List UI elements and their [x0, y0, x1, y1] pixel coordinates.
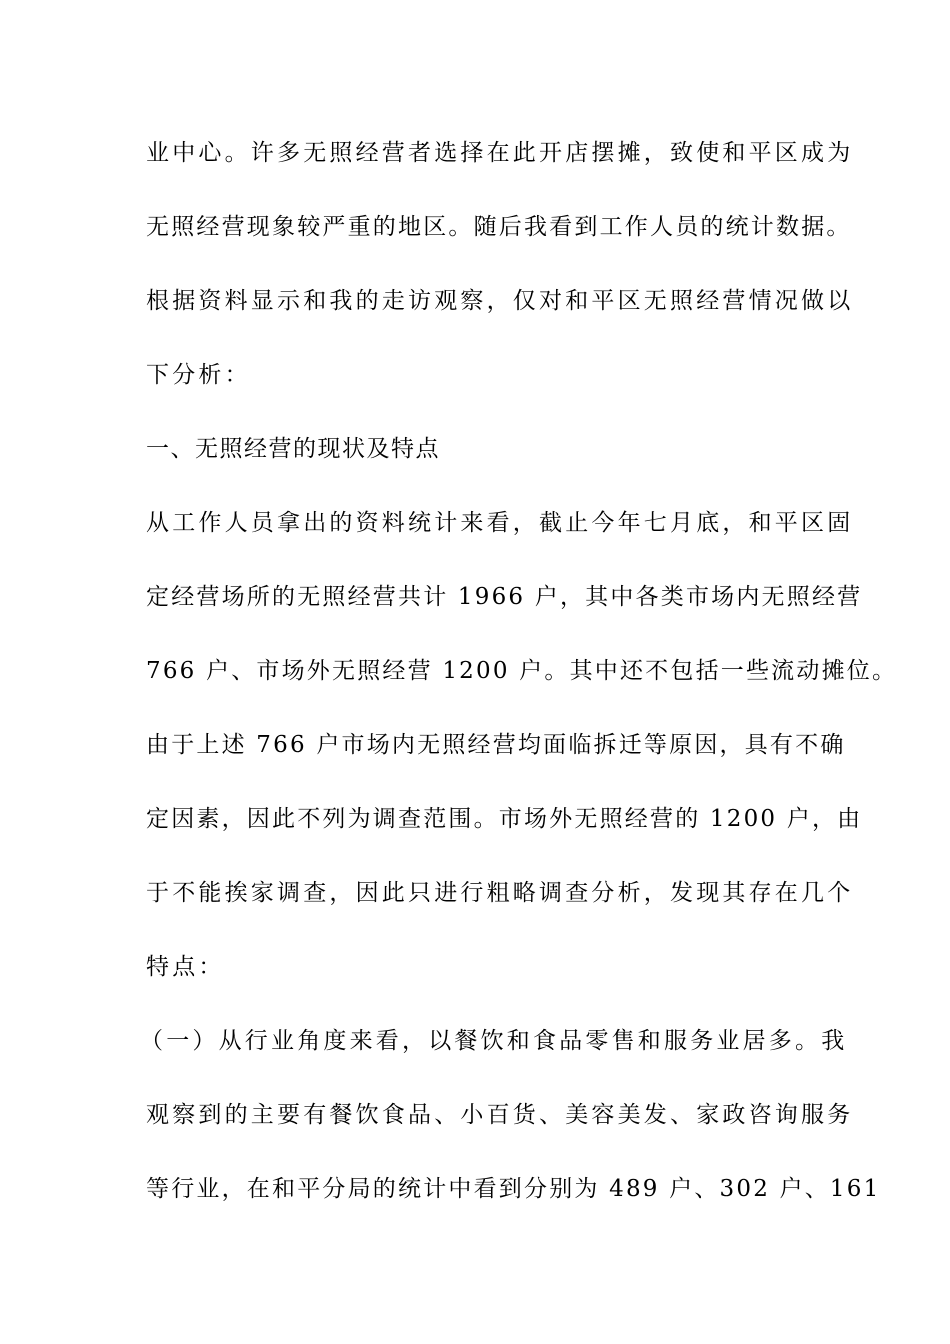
paragraph-line-9: 由于上述 766 户市场内无照经营均面临拆迁等原因，具有不确 — [146, 732, 846, 758]
paragraph-line-7: 定经营场所的无照经营共计 1966 户，其中各类市场内无照经营 — [146, 584, 863, 610]
paragraph-line-8: 766 户、市场外无照经营 1200 户。其中还不包括一些流动摊位。 — [146, 658, 898, 684]
paragraph-line-14: 观察到的主要有餐饮食品、小百货、美容美发、家政咨询服务 — [146, 1102, 854, 1128]
paragraph-line-6: 从工作人员拿出的资料统计来看，截止今年七月底，和平区固 — [146, 510, 854, 536]
subsection-line: （一）从行业角度来看，以餐饮和食品零售和服务业居多。我 — [140, 1028, 848, 1054]
paragraph-line-12: 特点： — [146, 954, 225, 980]
paragraph-line-1: 业中心。许多无照经营者选择在此开店摆摊，致使和平区成为 — [146, 140, 854, 166]
section-heading: 一、无照经营的现状及特点 — [146, 436, 440, 462]
paragraph-line-15: 等行业，在和平分局的统计中看到分别为 489 户、302 户、161 — [146, 1176, 881, 1202]
paragraph-line-3: 根据资料显示和我的走访观察，仅对和平区无照经营情况做以 — [146, 288, 854, 314]
paragraph-line-2: 无照经营现象较严重的地区。随后我看到工作人员的统计数据。 — [146, 214, 852, 240]
paragraph-line-4: 下分析： — [146, 362, 251, 388]
paragraph-line-10: 定因素，因此不列为调查范围。市场外无照经营的 1200 户，由 — [146, 806, 863, 832]
paragraph-line-11: 于不能挨家调查，因此只进行粗略调查分析，发现其存在几个 — [146, 880, 854, 906]
